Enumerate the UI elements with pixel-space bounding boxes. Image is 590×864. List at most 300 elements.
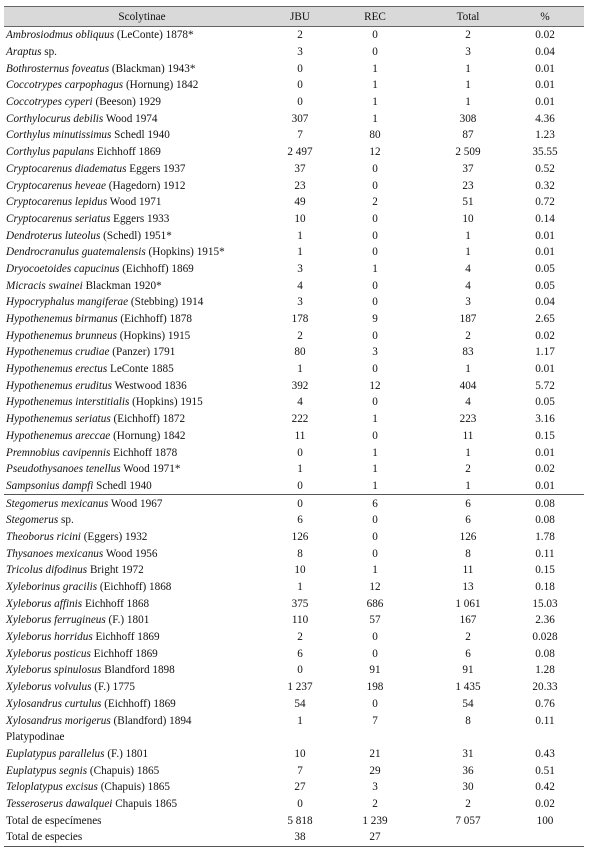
jbu-count-cell: 126: [291, 530, 309, 543]
species-authority: (Panzer) 1791: [109, 346, 176, 359]
species-authority: Eggers 1937: [126, 162, 186, 175]
species-binomial: Micracis swainei: [6, 279, 83, 292]
rec-count-cell: 0: [372, 631, 378, 644]
species-binomial: Teloplatypus excisus: [6, 781, 98, 794]
percent-cell: 1.28: [535, 664, 555, 677]
jbu-count-cell: 6: [297, 647, 303, 660]
rec-count-cell: 3: [372, 346, 378, 359]
total-count-cell: [430, 729, 506, 746]
total-count-cell: 1: [465, 96, 471, 109]
species-authority: (Eichhoff) 1869: [119, 262, 194, 275]
total-count-cell: 1: [465, 446, 471, 459]
rec-count-cell: 0: [372, 46, 378, 59]
species-name-cell: [4, 60, 280, 77]
species-authority: (Chapuis) 1865: [87, 764, 160, 777]
species-name-cell: [4, 829, 280, 846]
species-binomial: Xyleborus volvulus: [6, 681, 92, 694]
species-name-cell: [4, 44, 280, 61]
species-binomial: Corthylus minutissimus: [6, 129, 112, 142]
rec-count-cell: 0: [372, 697, 378, 710]
species-authority: (Eichhoff) 1868: [97, 581, 172, 594]
table-row: [4, 60, 584, 77]
species-authority: Wood 1971: [107, 196, 162, 209]
total-count-cell: 23: [462, 179, 474, 192]
percent-cell: 1.17: [535, 346, 555, 359]
species-name-cell: [4, 177, 280, 194]
species-binomial: Tricolus difodinus: [6, 564, 88, 577]
species-name-cell: [4, 595, 280, 612]
jbu-count-cell: 4: [297, 396, 303, 409]
rec-count-cell: 1: [372, 62, 378, 75]
jbu-count-cell: 2: [297, 329, 303, 342]
species-name-cell: [4, 244, 280, 261]
rec-count-cell: 1: [372, 463, 378, 476]
percent-cell: 0.32: [535, 179, 555, 192]
jbu-count-cell: 392: [291, 379, 309, 392]
species-authority: Eichhoff 1869: [92, 631, 160, 644]
percent-cell: 0.11: [535, 714, 555, 727]
total-count-cell: 1 435: [455, 681, 481, 694]
species-binomial: Hypothenemus birmanus: [6, 313, 118, 326]
percent-cell: 4.36: [535, 112, 555, 125]
species-name-cell: [4, 746, 280, 763]
percent-cell: [506, 729, 584, 746]
table-row: [4, 211, 584, 228]
jbu-count-cell: 2: [297, 631, 303, 644]
total-count-cell: 2: [465, 797, 471, 810]
species-authority: Westwood 1836: [111, 379, 187, 392]
species-name-cell: [4, 712, 280, 729]
jbu-count-cell: 178: [291, 313, 309, 326]
total-count-cell: 6: [465, 647, 471, 660]
table-row: [4, 311, 584, 328]
species-name-cell: [4, 796, 280, 813]
table-row: [4, 762, 584, 779]
species-authority: (Schedl) 1951*: [100, 229, 172, 242]
rec-count-cell: 1: [372, 96, 378, 109]
rec-count-cell: 21: [369, 747, 381, 760]
species-authority: Wood 1971*: [120, 463, 181, 476]
species-name-cell: [4, 645, 280, 662]
percent-cell: 0.72: [535, 196, 555, 209]
species-authority: Chapuis 1865: [112, 797, 178, 810]
species-binomial: Tesseroserus dawalquei: [6, 797, 113, 810]
rec-count-cell: 0: [372, 179, 378, 192]
total-count-cell: 2: [465, 329, 471, 342]
species-name-cell: [4, 762, 280, 779]
jbu-count-cell: 0: [280, 478, 320, 495]
percent-cell: 0.01: [535, 62, 555, 75]
table-row: [4, 746, 584, 763]
species-binomial: Dendrocranulus guatemalensis: [6, 246, 146, 259]
total-count-cell: 31: [462, 747, 474, 760]
species-binomial: Hypothenemus seriatus: [6, 413, 111, 426]
species-name-cell: [4, 144, 280, 161]
species-binomial: Ambrosiodmus obliquus: [6, 29, 115, 42]
table-row: [4, 829, 584, 846]
total-count-cell: 2: [465, 631, 471, 644]
percent-cell: 100: [536, 814, 554, 827]
species-binomial: Hypocryphalus mangiferae: [6, 296, 129, 309]
total-count-cell: 223: [459, 413, 477, 426]
percent-cell: 0.08: [535, 497, 555, 510]
species-name-cell: [4, 361, 280, 378]
table-row: [4, 161, 584, 178]
rec-count-cell: 0: [372, 396, 378, 409]
species-binomial: Xyleborus spinulosus: [6, 664, 102, 677]
total-count-cell: 3: [465, 296, 471, 309]
jbu-count-cell: 222: [291, 413, 309, 426]
jbu-count-cell: 3: [297, 262, 303, 275]
table-row: [4, 27, 584, 44]
table-row: [4, 562, 584, 579]
jbu-count-cell: 5 818: [287, 814, 313, 827]
table-row: [4, 428, 584, 445]
species-authority: (Eggers) 1932: [80, 530, 148, 543]
jbu-count-cell: 11: [294, 429, 306, 442]
total-count-cell: 83: [462, 346, 474, 359]
table-row: [4, 478, 584, 495]
species-binomial: Xyleborus posticus: [6, 647, 91, 660]
species-name-cell: [4, 529, 280, 546]
jbu-count-cell: 375: [291, 597, 309, 610]
jbu-count-cell: 23: [294, 179, 306, 192]
species-binomial: Xyleborus affinis: [6, 597, 83, 610]
total-count-cell: 2 509: [455, 146, 481, 159]
percent-cell: 0.01: [535, 446, 555, 459]
table-row: [4, 44, 584, 61]
species-authority: (Hopkins) 1915: [129, 396, 203, 409]
total-count-cell: 6: [465, 497, 471, 510]
table-row: [4, 712, 584, 729]
table-row: [4, 796, 584, 813]
total-count-cell: 37: [462, 162, 474, 175]
species-binomial: Hypothenemus interstitialis: [6, 396, 130, 409]
species-name-cell: [4, 94, 280, 111]
total-count-cell: 11: [462, 564, 474, 577]
species-name-cell: [4, 495, 280, 512]
species-binomial: Xyleborinus gracilis: [6, 581, 98, 594]
species-name-cell: [4, 461, 280, 478]
species-name-cell: [4, 629, 280, 646]
header-subfamily: Scolytinae: [4, 7, 280, 27]
species-authority: (F.) 1801: [105, 614, 150, 627]
total-count-cell: 167: [459, 614, 477, 627]
table-row: [4, 729, 584, 746]
species-binomial: Stegomerus mexicanus: [6, 497, 109, 510]
species-binomial: Euplatypus parallelus: [6, 747, 105, 760]
table-row: [4, 344, 584, 361]
rec-count-cell: 0: [372, 246, 378, 259]
percent-cell: 35.55: [532, 146, 558, 159]
species-authority: Schedl 1940: [111, 129, 170, 142]
percent-cell: 0.02: [535, 463, 555, 476]
rec-count-cell: 12: [369, 581, 381, 594]
total-count-cell: 11: [462, 429, 474, 442]
jbu-count-cell: 2: [297, 29, 303, 42]
total-count-cell: 1 061: [455, 597, 481, 610]
species-authority: (Hagedorn) 1912: [105, 179, 186, 192]
rec-count-cell: 0: [372, 229, 378, 242]
species-binomial: Dryocoetoides capucinus: [6, 262, 120, 275]
species-name-cell: [4, 277, 280, 294]
rec-count-cell: 1: [372, 262, 378, 275]
rec-count-cell: 57: [369, 614, 381, 627]
species-binomial: Stegomerus: [6, 514, 59, 527]
percent-cell: [506, 829, 584, 846]
species-binomial: Pseudothysanoes tenellus: [6, 463, 121, 476]
percent-cell: 0.02: [535, 329, 555, 342]
jbu-count-cell: 54: [294, 697, 306, 710]
species-binomial: Cryptocarenus seriatus: [6, 212, 111, 225]
jbu-count-cell: 1 237: [287, 681, 313, 694]
rec-count-cell: 1: [372, 79, 378, 92]
species-binomial: Hypothenemus areccae: [6, 429, 111, 442]
total-count-cell: 404: [459, 379, 477, 392]
jbu-count-cell: 1: [297, 581, 303, 594]
species-authority: (Hopkins) 1915*: [145, 246, 225, 259]
total-count-cell: 10: [462, 212, 474, 225]
rec-count-cell: 0: [372, 279, 378, 292]
species-binomial: Hypothenemus brunneus: [6, 329, 117, 342]
species-binomial: Coccotrypes carpophagus: [6, 79, 124, 92]
species-name-cell: [4, 311, 280, 328]
header-rec: REC: [320, 7, 430, 27]
percent-cell: 0.52: [535, 162, 555, 175]
species-binomial: Coccotrypes cyperi: [6, 96, 93, 109]
species-binomial: Hypothenemus crudiae: [6, 346, 110, 359]
rec-count-cell: 0: [372, 212, 378, 225]
total-count-cell: 4: [465, 396, 471, 409]
species-authority: (F.) 1801: [104, 747, 149, 760]
percent-cell: 0.01: [535, 229, 555, 242]
species-name-cell: [4, 579, 280, 596]
species-authority: Total de especies: [6, 831, 83, 844]
percent-cell: 1.78: [535, 530, 555, 543]
species-binomial: Premnobius cavipennis: [6, 446, 111, 459]
species-authority: Blackman 1920*: [82, 279, 162, 292]
species-name-cell: [4, 478, 280, 495]
species-name-cell: [4, 27, 280, 44]
percent-cell: 0.01: [535, 79, 555, 92]
header-percent: %: [506, 7, 584, 27]
species-authority: Total de especímenes: [6, 814, 102, 827]
percent-cell: 0.18: [535, 581, 555, 594]
species-authority: (F.) 1775: [91, 681, 135, 694]
table-row: [4, 327, 584, 344]
total-count-cell: 2: [465, 463, 471, 476]
rec-count-cell: 6: [372, 497, 378, 510]
total-count-cell: 3: [465, 46, 471, 59]
jbu-count-cell: [280, 729, 320, 746]
jbu-count-cell: 3: [297, 296, 303, 309]
jbu-count-cell: 49: [294, 196, 306, 209]
jbu-count-cell: 10: [294, 212, 306, 225]
jbu-count-cell: 27: [294, 781, 306, 794]
species-name-cell: [4, 327, 280, 344]
species-name-cell: [4, 194, 280, 211]
rec-count-cell: 0: [372, 530, 378, 543]
table-row: [4, 110, 584, 127]
table-row: [4, 144, 584, 161]
percent-cell: 0.05: [535, 262, 555, 275]
jbu-count-cell: 0: [297, 62, 303, 75]
total-count-cell: 1: [465, 363, 471, 376]
header-jbu: JBU: [280, 7, 320, 27]
header-total: Total: [430, 7, 506, 27]
table-row: [4, 227, 584, 244]
total-count-cell: 13: [462, 581, 474, 594]
species-name-cell: [4, 227, 280, 244]
species-binomial: Hypothenemus erectus: [6, 363, 108, 376]
species-binomial: Theoborus ricini: [6, 530, 81, 543]
percent-cell: 0.15: [535, 429, 555, 442]
rec-count-cell: 1: [372, 112, 378, 125]
jbu-count-cell: 1: [297, 229, 303, 242]
percent-cell: 0.01: [535, 363, 555, 376]
rec-count-cell: 29: [369, 764, 381, 777]
species-binomial: Corthylocurus debilis: [6, 112, 104, 125]
total-count-cell: 187: [459, 313, 477, 326]
jbu-count-cell: 37: [294, 162, 306, 175]
percent-cell: 0.43: [535, 747, 555, 760]
species-binomial: Bothrosternus foveatus: [6, 62, 110, 75]
percent-cell: 0.42: [535, 781, 555, 794]
species-binomial: Hypothenemus eruditus: [6, 379, 112, 392]
table-row: [4, 512, 584, 529]
species-authority: (Hopkins) 1915: [116, 329, 191, 342]
species-name-cell: [4, 696, 280, 713]
table-row: [4, 194, 584, 211]
table-row: [4, 579, 584, 596]
species-authority: (Blandford) 1894: [110, 714, 192, 727]
species-name-cell: [4, 812, 280, 829]
percent-cell: 0.11: [535, 547, 555, 560]
jbu-count-cell: 1: [297, 246, 303, 259]
jbu-count-cell: 0: [297, 797, 303, 810]
species-authority: (Eichhoff) 1869: [101, 697, 176, 710]
species-name-cell: [4, 211, 280, 228]
rec-count-cell: 2: [372, 196, 378, 209]
rec-count-cell: 3: [372, 781, 378, 794]
jbu-count-cell: 0: [297, 664, 303, 677]
species-name-cell: [4, 110, 280, 127]
jbu-count-cell: 4: [297, 279, 303, 292]
total-count-cell: 1: [465, 229, 471, 242]
species-authority: (Chapuis) 1865: [97, 781, 170, 794]
species-authority: sp.: [41, 46, 57, 59]
jbu-count-cell: 0: [297, 79, 303, 92]
species-binomial: Cryptocarenus heveae: [6, 179, 106, 192]
rec-count-cell: 1 239: [362, 814, 388, 827]
total-count-cell: 308: [459, 112, 477, 125]
table-row: [4, 94, 584, 111]
species-name-cell: [4, 394, 280, 411]
percent-cell: 0.05: [535, 396, 555, 409]
species-name-cell: [4, 612, 280, 629]
species-name-cell: [4, 411, 280, 428]
table-row: [4, 495, 584, 512]
percent-cell: 3.16: [535, 413, 555, 426]
rec-count-cell: 91: [369, 664, 381, 677]
table-row: [4, 779, 584, 796]
species-binomial: Corthylus papulans: [6, 146, 94, 159]
rec-count-cell: 1: [372, 413, 378, 426]
species-name-cell: [4, 377, 280, 394]
total-count-cell: 8: [465, 547, 471, 560]
percent-cell: 0.01: [535, 96, 555, 109]
table-row: [4, 411, 584, 428]
species-binomial: Cryptocarenus diadematus: [6, 162, 127, 175]
species-authority: (Eichhoff) 1872: [110, 413, 186, 426]
species-table-sheet: [4, 6, 584, 847]
species-authority: (Hornung) 1842: [123, 79, 199, 92]
total-count-cell: 6: [465, 514, 471, 527]
rec-count-cell: 7: [372, 714, 378, 727]
rec-count-cell: 9: [372, 313, 378, 326]
table-row: [4, 595, 584, 612]
species-name-cell: [4, 779, 280, 796]
jbu-count-cell: 307: [291, 112, 309, 125]
species-name-cell: [4, 562, 280, 579]
total-count-cell: 126: [459, 530, 477, 543]
jbu-count-cell: 8: [297, 547, 303, 560]
species-authority: (Blackman) 1943*: [109, 62, 196, 75]
rec-count-cell: 12: [369, 146, 381, 159]
percent-cell: 0.08: [535, 647, 555, 660]
table-row: [4, 645, 584, 662]
percent-cell: 0.04: [535, 296, 555, 309]
rec-count-cell: 1: [372, 446, 378, 459]
jbu-count-cell: 0: [297, 96, 303, 109]
table-body: [4, 27, 584, 847]
species-name-cell: [4, 127, 280, 144]
jbu-count-cell: 10: [294, 747, 306, 760]
jbu-count-cell: 7: [297, 129, 303, 142]
species-authority: (LeConte) 1878*: [114, 29, 194, 42]
jbu-count-cell: 2 497: [287, 146, 313, 159]
species-binomial: Xylosandrus curtulus: [6, 697, 102, 710]
jbu-count-cell: 1: [297, 363, 303, 376]
rec-count-cell: 27: [320, 829, 430, 846]
table-row: [4, 461, 584, 478]
percent-cell: 0.01: [506, 478, 584, 495]
table-header-row: [4, 7, 584, 27]
table-row: [4, 662, 584, 679]
species-name-cell: [4, 545, 280, 562]
species-binomial: Thysanoes mexicanus: [6, 547, 104, 560]
species-authority: Eichhoff 1878: [110, 446, 178, 459]
total-count-cell: 1: [465, 79, 471, 92]
percent-cell: 1.23: [535, 129, 555, 142]
table-row: [4, 394, 584, 411]
rec-count-cell: 686: [366, 597, 384, 610]
species-binomial: Xylosandrus morigerus: [6, 714, 111, 727]
species-name-cell: [4, 444, 280, 461]
rec-count-cell: 0: [372, 329, 378, 342]
jbu-count-cell: 6: [297, 514, 303, 527]
total-count-cell: 1: [465, 246, 471, 259]
rec-count-cell: 0: [372, 296, 378, 309]
species-name-cell: [4, 294, 280, 311]
species-name-cell: [4, 77, 280, 94]
species-authority: Blandford 1898: [101, 664, 175, 677]
rec-count-cell: 0: [372, 429, 378, 442]
rec-count-cell: 80: [369, 129, 381, 142]
table-row: [4, 529, 584, 546]
table-row: [4, 77, 584, 94]
species-name-cell: [4, 161, 280, 178]
